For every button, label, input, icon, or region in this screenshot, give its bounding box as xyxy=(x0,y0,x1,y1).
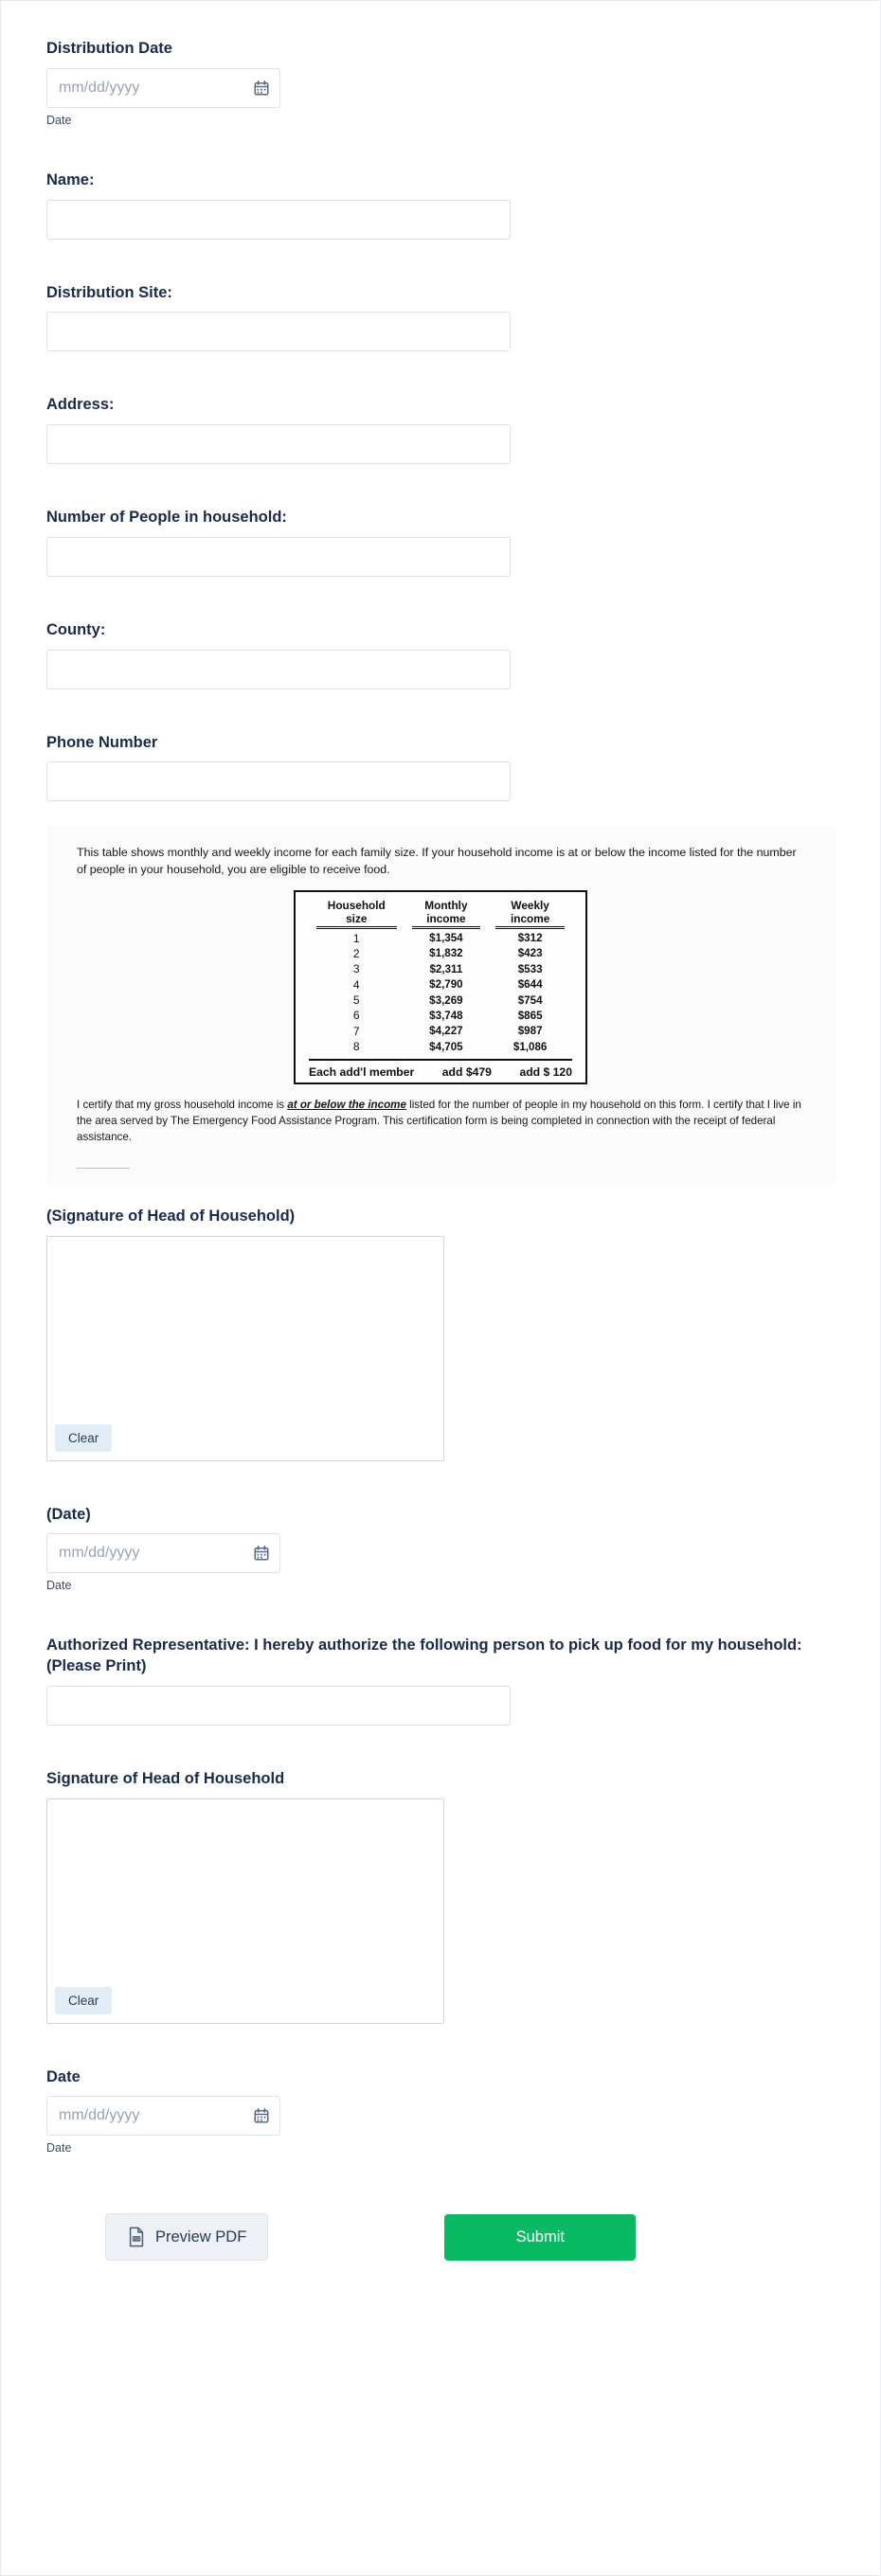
spacer xyxy=(46,146,835,170)
cell-monthly: $1,832 xyxy=(429,947,463,960)
additional-member-weekly: add $ 120 xyxy=(519,1065,572,1080)
cell-weekly: $987 xyxy=(517,1025,543,1038)
final-date-wrap xyxy=(46,2096,280,2136)
cell-weekly: $1,086 xyxy=(512,1040,548,1053)
distribution-site-label: Distribution Site: xyxy=(46,283,172,301)
field-final-date xyxy=(46,2067,835,2156)
field-name xyxy=(46,170,835,240)
clear-signature-button[interactable]: Clear xyxy=(55,1424,112,1452)
preview-pdf-button[interactable] xyxy=(105,2213,268,2261)
income-header-monthly: Monthly income xyxy=(405,898,489,931)
county-label: County: xyxy=(46,620,106,638)
additional-member-label: Each add'l member xyxy=(309,1065,415,1080)
cell-monthly: $1,354 xyxy=(429,932,463,945)
field-address xyxy=(46,395,835,464)
cell-monthly: $4,705 xyxy=(429,1040,463,1053)
authorized-rep-input[interactable] xyxy=(46,1686,511,1726)
final-date-sublabel: Date xyxy=(46,2141,72,2156)
phone-number-label: Phone Number xyxy=(46,733,158,751)
cell-monthly: $2,311 xyxy=(429,962,463,975)
signature-date-wrap xyxy=(46,1533,280,1573)
table-row xyxy=(309,930,572,945)
cell-monthly: $3,748 xyxy=(429,1009,463,1022)
svg-text:PDF: PDF xyxy=(132,2236,141,2242)
final-date-label: Date xyxy=(46,2067,81,2085)
signature-date-sublabel: Date xyxy=(46,1579,72,1593)
clear-signature-button-2[interactable]: Clear xyxy=(55,1987,112,2014)
signature-head-label: (Signature of Head of Household) xyxy=(46,1207,296,1225)
spacer xyxy=(46,1480,835,1505)
spacer xyxy=(46,483,835,508)
cell-weekly: $312 xyxy=(517,932,543,945)
cell-size: 1 xyxy=(352,931,360,945)
cell-weekly: $644 xyxy=(517,978,543,992)
distribution-site-input[interactable] xyxy=(46,312,511,351)
pdf-file-icon xyxy=(127,2227,146,2247)
field-signature-head-2 xyxy=(46,1769,835,2024)
calendar-icon[interactable] xyxy=(253,80,270,97)
signature-pad-head-2[interactable] xyxy=(46,1798,444,2024)
certify-text-after: listed for the number of people in my household on this form. I certify that I live in the area served by The Emergency Food Assistance Program. This certification form is being completed in connection with the receipt of federal assistance. xyxy=(77,1099,801,1143)
spacer xyxy=(46,2043,835,2067)
field-phone-number xyxy=(46,733,835,802)
cell-weekly: $423 xyxy=(517,947,543,960)
form-actions xyxy=(46,2213,835,2261)
household-count-label: Number of People in household: xyxy=(46,509,287,527)
distribution-date-label: Distribution Date xyxy=(46,40,172,57)
cell-size: 7 xyxy=(352,1024,360,1038)
table-row xyxy=(309,976,572,992)
cell-size: 3 xyxy=(352,962,360,976)
field-distribution-date xyxy=(46,39,835,127)
signature-date-label: (Date) xyxy=(46,1505,91,1523)
scan-intro-paragraph: This table shows monthly and weekly income for each family size. If your household income is at or below the income listed for the number of people in your household, you are eligible to receive food. xyxy=(77,846,797,876)
income-header-weekly: Weekly income xyxy=(488,898,572,931)
signature-date-input[interactable] xyxy=(46,1533,280,1573)
scanned-certification-image xyxy=(46,826,835,1185)
scan-pencil-mark xyxy=(77,1159,130,1169)
signature-head-2-label: Signature of Head of Household xyxy=(46,1769,285,1787)
household-count-input[interactable] xyxy=(46,537,511,577)
cell-weekly: $865 xyxy=(517,1009,543,1022)
cell-size: 4 xyxy=(352,977,360,992)
phone-number-input[interactable] xyxy=(46,761,511,801)
distribution-date-wrap xyxy=(46,68,280,108)
cell-monthly: $4,227 xyxy=(429,1025,463,1038)
income-table-box xyxy=(294,890,587,1085)
distribution-date-input[interactable] xyxy=(46,68,280,108)
spacer xyxy=(46,1744,835,1769)
table-row xyxy=(309,1024,572,1039)
cell-monthly: $3,269 xyxy=(429,993,463,1007)
cell-size: 5 xyxy=(352,993,360,1008)
preview-pdf-label: Preview PDF xyxy=(155,2227,247,2245)
income-table-additional-row xyxy=(309,1059,572,1079)
authorized-rep-label: Authorized Representative: I hereby authorize the following person to pick up food for my household: (Please Print) xyxy=(46,1637,802,1675)
field-distribution-site xyxy=(46,283,835,352)
cell-monthly: $2,790 xyxy=(429,978,463,992)
spacer xyxy=(46,1611,835,1636)
name-input[interactable] xyxy=(46,200,511,240)
address-input[interactable] xyxy=(46,424,511,464)
table-row xyxy=(309,1039,572,1054)
spacer xyxy=(46,370,835,395)
final-date-input[interactable] xyxy=(46,2096,280,2136)
spacer xyxy=(46,596,835,620)
cell-weekly: $754 xyxy=(517,993,543,1007)
field-authorized-rep xyxy=(46,1636,835,1726)
name-label: Name: xyxy=(46,170,95,188)
field-signature-date xyxy=(46,1505,835,1593)
table-row xyxy=(309,1008,572,1023)
spacer xyxy=(46,259,835,283)
certify-text-before: I certify that my gross household income is xyxy=(77,1099,288,1112)
cell-size: 2 xyxy=(352,946,360,960)
table-row xyxy=(309,961,572,976)
table-row xyxy=(309,946,572,961)
cell-weekly: $533 xyxy=(517,962,543,975)
address-label: Address: xyxy=(46,396,115,414)
field-household-count xyxy=(46,508,835,577)
calendar-icon[interactable] xyxy=(253,1545,270,1562)
submit-button[interactable]: Submit xyxy=(444,2214,636,2261)
distribution-date-sublabel: Date xyxy=(46,113,72,127)
cell-size: 8 xyxy=(352,1040,360,1054)
signature-pad-head[interactable] xyxy=(46,1236,444,1461)
income-table-header-row xyxy=(309,898,572,931)
cell-size: 6 xyxy=(352,1009,360,1023)
county-input[interactable] xyxy=(46,650,511,689)
income-header-household: Household size xyxy=(309,898,405,931)
spacer xyxy=(46,708,835,733)
income-table-wrap xyxy=(46,890,835,1085)
additional-member-monthly: add $479 xyxy=(441,1065,492,1080)
field-county xyxy=(46,620,835,689)
scan-certification-paragraph xyxy=(77,1098,804,1145)
certify-emphasis: at or below the income xyxy=(287,1099,406,1112)
table-row xyxy=(309,993,572,1008)
field-signature-head xyxy=(46,1207,835,1461)
calendar-icon[interactable] xyxy=(253,2107,270,2124)
income-table xyxy=(309,898,572,1055)
